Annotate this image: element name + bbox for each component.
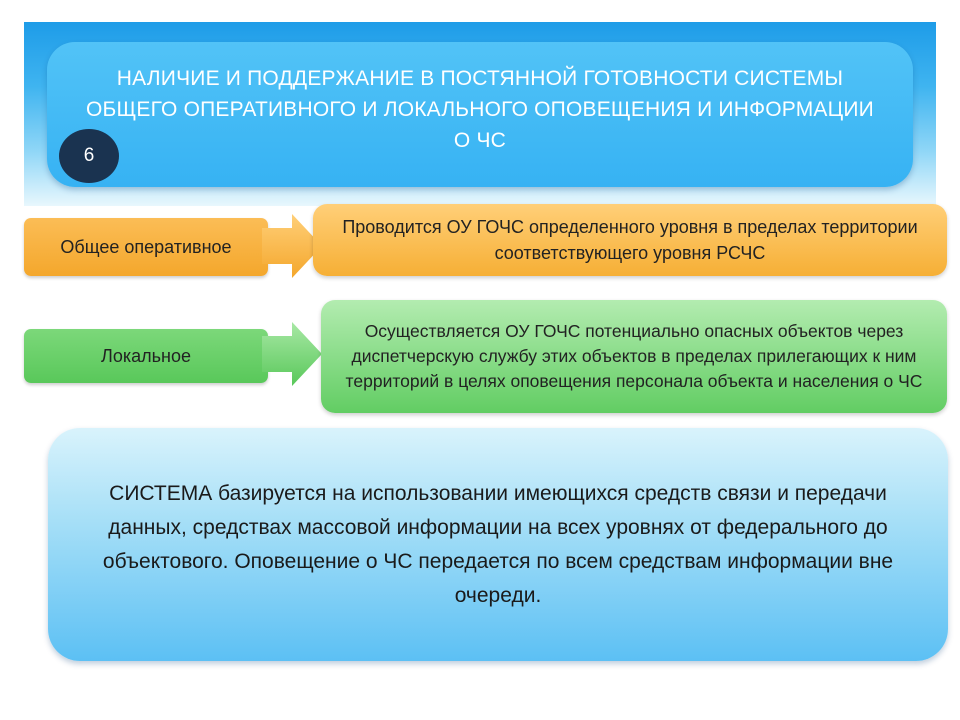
title-box [47,42,913,187]
description-local [321,300,947,413]
system-text: СИСТЕМА базируется на использовании имеющихся средств связи и передачи данных, средствах массовой информации на всех уровнях от федерального до объектового. Оповещение о ЧС передается по всем средствам информации вне очереди. [102,481,894,607]
label-general-operational: Общее оперативное [24,218,268,276]
description-text: Проводится ОУ ГОЧС определенного уровня в пределах территории соответствующего уровня РСЧС [342,217,918,263]
slide-title: НАЛИЧИЕ И ПОДДЕРЖАНИЕ В ПОСТЯННОЙ ГОТОВНОСТИ СИСТЕМЫ ОБЩЕГО ОПЕРАТИВНОГО И ЛОКАЛЬНОГО ОПОВЕЩЕНИЯ И ИНФОРМАЦИИ О ЧС [86,67,874,152]
label-local: Локальное [24,329,268,383]
slide-number-badge: 6 [59,129,119,183]
arrow-right-icon [262,322,324,386]
description-general-operational [313,204,947,276]
system-info-box [48,428,948,661]
description-text: Осуществляется ОУ ГОЧС потенциально опасных объектов через диспетчерскую службу этих объектов в пределах прилегающих к ним территорий в целях оповещения персонала объекта и населения о ЧС [345,321,923,391]
